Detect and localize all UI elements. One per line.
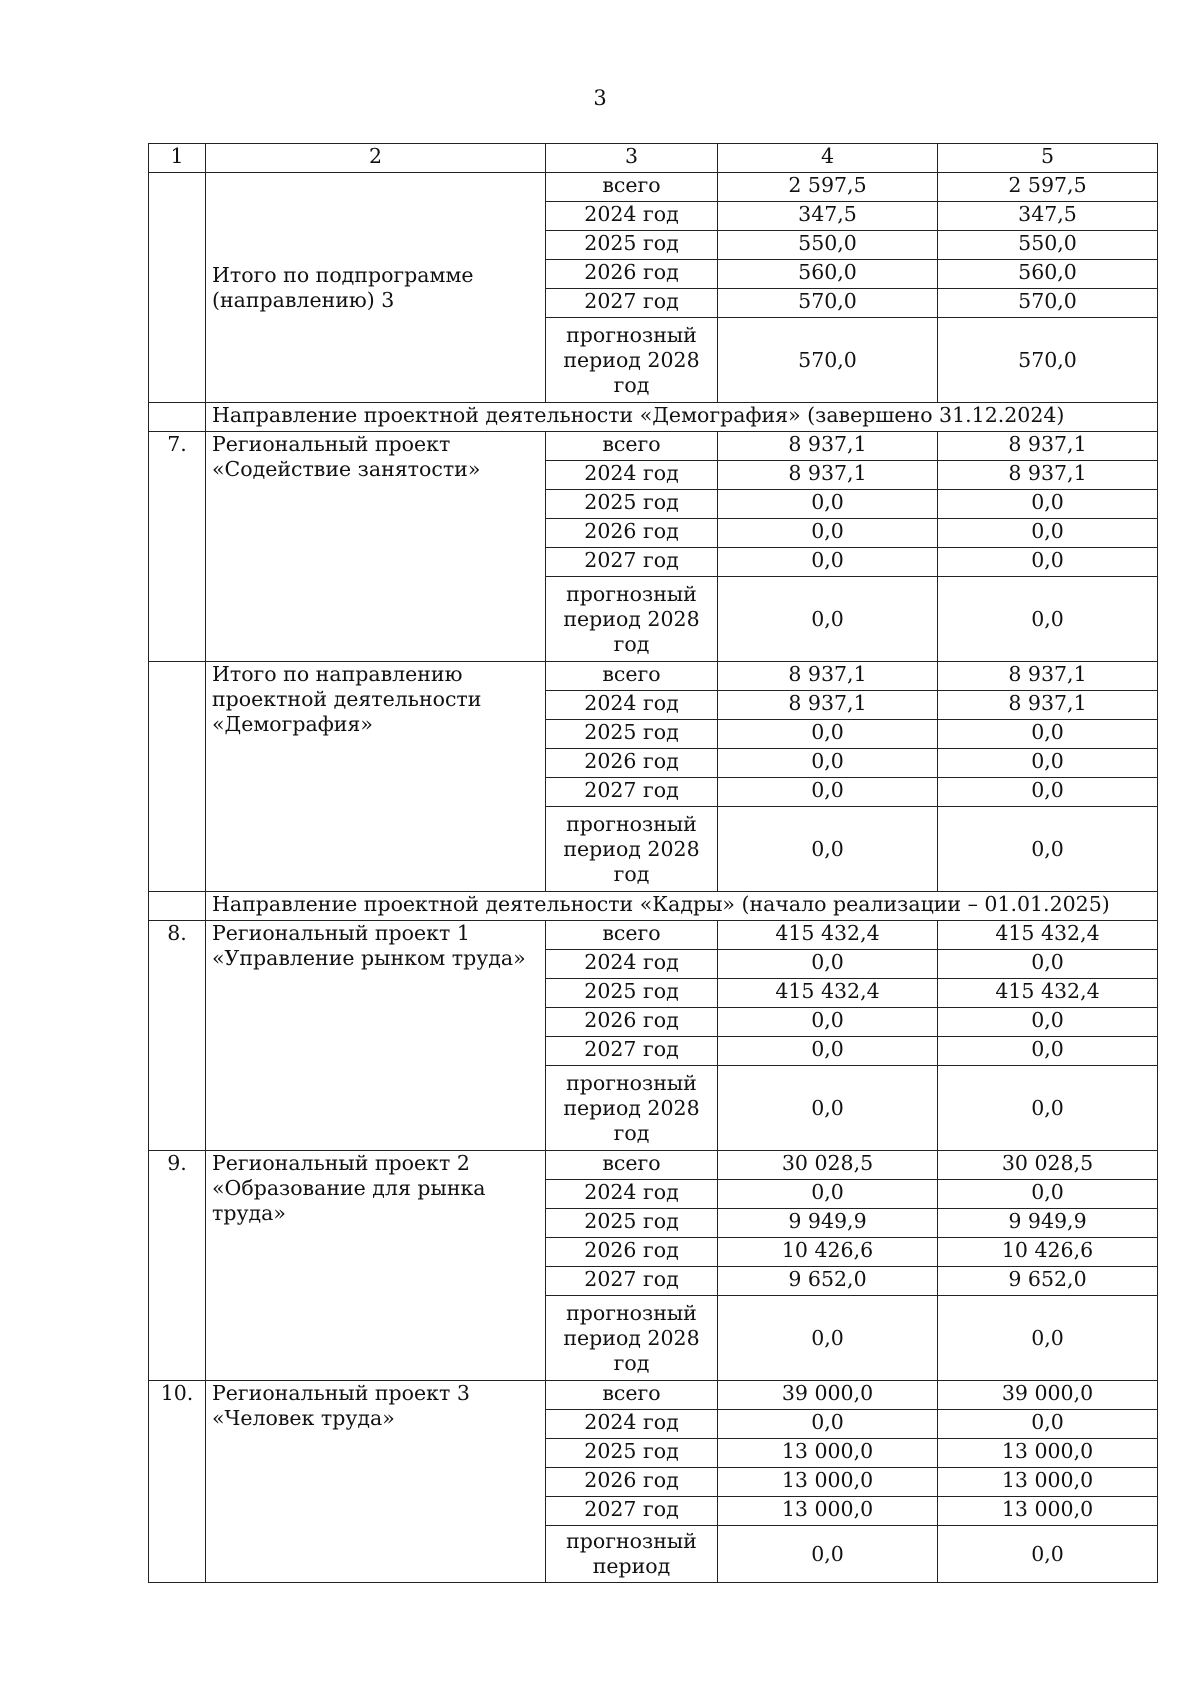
value-cell-col5: 9 652,0 (938, 1267, 1158, 1296)
value-cell-col4: 0,0 (718, 1526, 938, 1583)
value-cell-col5: 8 937,1 (938, 461, 1158, 490)
value-cell-col4: 415 432,4 (718, 921, 938, 950)
value-cell-col5: 0,0 (938, 1008, 1158, 1037)
item-number: 10. (149, 1381, 206, 1583)
period-cell: 2024 год (546, 691, 718, 720)
header-cell: 4 (718, 144, 938, 173)
value-cell-col4: 9 949,9 (718, 1209, 938, 1238)
value-cell-col4: 0,0 (718, 1410, 938, 1439)
period-cell: 2027 год (546, 1267, 718, 1296)
period-cell: всего (546, 173, 718, 202)
item-name: Региональный проект 2 «Образование для рынка труда» (206, 1151, 546, 1381)
period-cell: прогнозный период 2028 год (546, 1296, 718, 1381)
value-cell-col5: 30 028,5 (938, 1151, 1158, 1180)
value-cell-col4: 570,0 (718, 318, 938, 403)
value-cell-col5: 0,0 (938, 519, 1158, 548)
value-cell-col4: 347,5 (718, 202, 938, 231)
page-number: 3 (593, 86, 607, 110)
value-cell-col4: 0,0 (718, 1066, 938, 1151)
value-cell-col4: 0,0 (718, 1296, 938, 1381)
item-number: 8. (149, 921, 206, 1151)
table-row (149, 662, 1158, 691)
section-number-cell (149, 403, 206, 432)
value-cell-col5: 8 937,1 (938, 432, 1158, 461)
value-cell-col5: 0,0 (938, 749, 1158, 778)
period-cell: 2026 год (546, 1008, 718, 1037)
value-cell-col4: 8 937,1 (718, 691, 938, 720)
value-cell-col5: 415 432,4 (938, 979, 1158, 1008)
budget-table (148, 143, 1158, 1583)
value-cell-col4: 0,0 (718, 720, 938, 749)
value-cell-col5: 0,0 (938, 807, 1158, 892)
value-cell-col5: 9 949,9 (938, 1209, 1158, 1238)
period-cell: 2025 год (546, 231, 718, 260)
table-row (149, 921, 1158, 950)
period-cell: всего (546, 1151, 718, 1180)
value-cell-col5: 13 000,0 (938, 1497, 1158, 1526)
period-cell: 2024 год (546, 1180, 718, 1209)
value-cell-col5: 0,0 (938, 1410, 1158, 1439)
period-cell: всего (546, 1381, 718, 1410)
value-cell-col4: 10 426,6 (718, 1238, 938, 1267)
period-cell: 2025 год (546, 1439, 718, 1468)
period-cell: 2024 год (546, 202, 718, 231)
header-cell: 5 (938, 144, 1158, 173)
period-cell: 2024 год (546, 1410, 718, 1439)
value-cell-col4: 0,0 (718, 749, 938, 778)
item-name: Итого по подпрограмме (направлению) 3 (206, 173, 546, 403)
item-name: Региональный проект 3 «Человек труда» (206, 1381, 546, 1583)
value-cell-col5: 0,0 (938, 1296, 1158, 1381)
value-cell-col4: 0,0 (718, 519, 938, 548)
period-cell: 2027 год (546, 1497, 718, 1526)
value-cell-col4: 0,0 (718, 548, 938, 577)
value-cell-col5: 2 597,5 (938, 173, 1158, 202)
value-cell-col4: 0,0 (718, 1180, 938, 1209)
period-cell: 2026 год (546, 1238, 718, 1267)
section-row (149, 403, 1158, 432)
value-cell-col5: 13 000,0 (938, 1468, 1158, 1497)
value-cell-col4: 13 000,0 (718, 1468, 938, 1497)
table-row (149, 432, 1158, 461)
header-cell: 2 (206, 144, 546, 173)
value-cell-col4: 0,0 (718, 950, 938, 979)
value-cell-col5: 415 432,4 (938, 921, 1158, 950)
period-cell: всего (546, 921, 718, 950)
period-cell: 2025 год (546, 490, 718, 519)
value-cell-col4: 39 000,0 (718, 1381, 938, 1410)
value-cell-col5: 39 000,0 (938, 1381, 1158, 1410)
value-cell-col4: 0,0 (718, 1008, 938, 1037)
period-cell: прогнозный период 2028 год (546, 577, 718, 662)
value-cell-col5: 8 937,1 (938, 662, 1158, 691)
header-row (149, 144, 1158, 173)
period-cell: всего (546, 432, 718, 461)
period-cell: 2027 год (546, 289, 718, 318)
table-row (149, 1151, 1158, 1180)
period-cell: прогнозный период 2028 год (546, 807, 718, 892)
value-cell-col5: 0,0 (938, 778, 1158, 807)
table-body (149, 173, 1158, 1583)
period-cell: 2024 год (546, 461, 718, 490)
value-cell-col5: 0,0 (938, 548, 1158, 577)
value-cell-col5: 0,0 (938, 950, 1158, 979)
value-cell-col4: 8 937,1 (718, 461, 938, 490)
item-name: Региональный проект «Содействие занятости» (206, 432, 546, 662)
value-cell-col5: 560,0 (938, 260, 1158, 289)
section-title: Направление проектной деятельности «Кадры» (начало реализации – 01.01.2025) (206, 892, 1158, 921)
value-cell-col5: 550,0 (938, 231, 1158, 260)
section-number-cell (149, 892, 206, 921)
period-cell: 2027 год (546, 548, 718, 577)
value-cell-col5: 0,0 (938, 1180, 1158, 1209)
period-cell: всего (546, 662, 718, 691)
value-cell-col5: 10 426,6 (938, 1238, 1158, 1267)
value-cell-col5: 0,0 (938, 1066, 1158, 1151)
value-cell-col5: 0,0 (938, 720, 1158, 749)
value-cell-col4: 560,0 (718, 260, 938, 289)
value-cell-col4: 550,0 (718, 231, 938, 260)
value-cell-col4: 0,0 (718, 807, 938, 892)
period-cell: прогнозный период 2028 год (546, 318, 718, 403)
value-cell-col5: 13 000,0 (938, 1439, 1158, 1468)
table-row (149, 173, 1158, 202)
item-number (149, 662, 206, 892)
item-number: 7. (149, 432, 206, 662)
value-cell-col4: 30 028,5 (718, 1151, 938, 1180)
header-cell: 1 (149, 144, 206, 173)
value-cell-col4: 13 000,0 (718, 1439, 938, 1468)
period-cell: 2025 год (546, 979, 718, 1008)
period-cell: 2026 год (546, 749, 718, 778)
item-number (149, 173, 206, 403)
period-cell: прогнозный период (546, 1526, 718, 1583)
period-cell: 2026 год (546, 519, 718, 548)
value-cell-col5: 0,0 (938, 577, 1158, 662)
section-title: Направление проектной деятельности «Демография» (завершено 31.12.2024) (206, 403, 1158, 432)
period-cell: 2026 год (546, 260, 718, 289)
item-number: 9. (149, 1151, 206, 1381)
value-cell-col5: 0,0 (938, 1037, 1158, 1066)
value-cell-col5: 570,0 (938, 289, 1158, 318)
value-cell-col5: 570,0 (938, 318, 1158, 403)
value-cell-col5: 0,0 (938, 1526, 1158, 1583)
value-cell-col5: 0,0 (938, 490, 1158, 519)
value-cell-col4: 0,0 (718, 577, 938, 662)
value-cell-col4: 2 597,5 (718, 173, 938, 202)
value-cell-col4: 415 432,4 (718, 979, 938, 1008)
value-cell-col4: 8 937,1 (718, 432, 938, 461)
value-cell-col4: 0,0 (718, 490, 938, 519)
period-cell: 2027 год (546, 1037, 718, 1066)
table-row (149, 1381, 1158, 1410)
period-cell: 2025 год (546, 720, 718, 749)
section-row (149, 892, 1158, 921)
period-cell: 2027 год (546, 778, 718, 807)
value-cell-col4: 13 000,0 (718, 1497, 938, 1526)
item-name: Итого по направлению проектной деятельности «Демография» (206, 662, 546, 892)
value-cell-col5: 8 937,1 (938, 691, 1158, 720)
period-cell: прогнозный период 2028 год (546, 1066, 718, 1151)
value-cell-col4: 0,0 (718, 778, 938, 807)
period-cell: 2026 год (546, 1468, 718, 1497)
period-cell: 2024 год (546, 950, 718, 979)
value-cell-col4: 9 652,0 (718, 1267, 938, 1296)
item-name: Региональный проект 1 «Управление рынком труда» (206, 921, 546, 1151)
period-cell: 2025 год (546, 1209, 718, 1238)
value-cell-col5: 347,5 (938, 202, 1158, 231)
value-cell-col4: 8 937,1 (718, 662, 938, 691)
value-cell-col4: 570,0 (718, 289, 938, 318)
header-cell: 3 (546, 144, 718, 173)
value-cell-col4: 0,0 (718, 1037, 938, 1066)
